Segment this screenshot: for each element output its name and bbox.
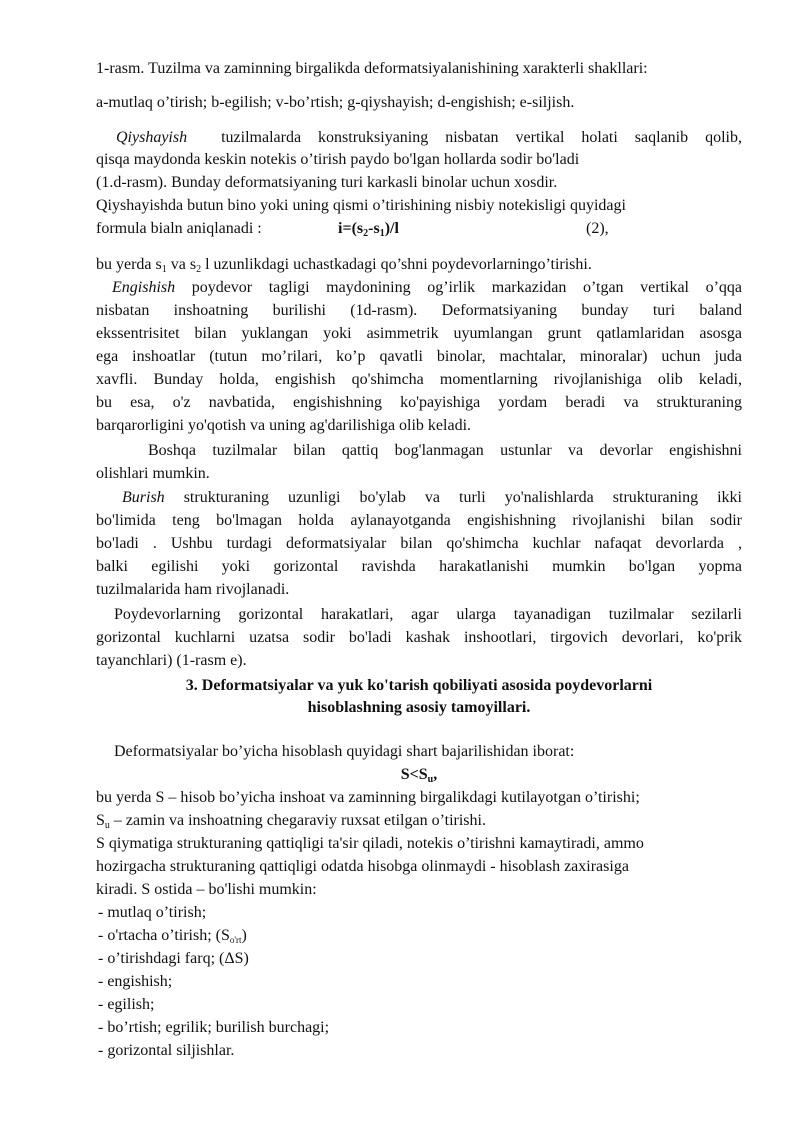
text: – zamin va inshoatning chegaraviy ruxsat etilgan o’tirishi. — [109, 812, 486, 829]
text: Boshqa tuzilmalar bilan qattiq bog'lanmagan ustunlar va devorlar engishishni — [148, 442, 742, 459]
formula-i — [338, 218, 399, 242]
list-item — [98, 925, 742, 948]
paragraph-hisoblash-line-3 — [96, 810, 742, 834]
formula-line — [96, 218, 742, 240]
formula-subscript: 2 — [363, 228, 369, 239]
paragraph-boshqa-line-1 — [96, 440, 742, 462]
formula-intro: formula bialn aniqlanadi : — [96, 220, 262, 237]
paragraph-burish-line-5: tuzilmalarida ham rivojlanadi. — [96, 581, 290, 598]
paragraph-engishish-line-5: xavfli. Bunday holda, engishish qo'shimcha momentlarning rivojlanishiga olib keladi, — [96, 371, 742, 388]
condition-part: , — [433, 766, 438, 783]
list-item: - bo’rtish; egrilik; burilish burchagi; — [98, 1019, 330, 1036]
text: strukturaning uzunligi bo'ylab va turli yo'nalishlarda strukturaning ikki — [183, 489, 742, 506]
condition-subscript: u — [427, 774, 434, 785]
section-heading-line-2: hisoblashning asosiy tamoyillari. — [307, 699, 531, 716]
term-qiyshayish: Qiyshayish — [116, 129, 188, 146]
figure-caption-line-1: 1-rasm. Tuzilma va zaminning birgalikda deformatsiyalanishining xarakterli shakllari: — [96, 60, 648, 77]
list-item: - o’tirishdagi farq; (ΔS) — [98, 950, 249, 967]
paragraph-burish-line-2: bo'limida teng bo'lmagan holda aylanayotganda engishishning rivojlanishi bilan sodir — [96, 512, 742, 529]
paragraph-gorizontal-line-2: gorizontal kuchlarni uzatsa sodir bo'ladi kashak inshootlari, tirgovich devorlari, ko'prik — [96, 629, 742, 646]
text: S — [96, 812, 105, 829]
term-burish: Burish — [122, 489, 165, 506]
subscript: 2 — [196, 264, 202, 275]
paragraph-engishish-line-7: barqarorligini yo'qotish va uning ag'darilishiga olib keladi. — [96, 417, 472, 434]
paragraph-burish-line-1 — [96, 487, 742, 509]
paragraph-hisoblash-line-2: bu yerda S – hisob bo’yicha inshoat va zaminning birgalikdagi kutilayotgan o’tirishi; — [96, 789, 640, 806]
formula-subscript: 1 — [379, 228, 385, 239]
text: poydevor tagligi maydonining og’irlik markazidan o’tgan vertikal o’qqa — [191, 279, 742, 296]
section-heading-line-1: 3. Deformatsiyalar va yuk ko'tarish qobiliyati asosida poydevorlarni — [185, 677, 653, 694]
text: tuzilmalarda konstruksiyaning nisbatan vertikal holati saqlanib qolib, — [221, 129, 742, 146]
text: ) — [241, 927, 247, 944]
paragraph-engishish-line-1 — [96, 277, 742, 299]
equation-number: (2), — [586, 220, 609, 237]
condition-formula — [96, 764, 742, 788]
paragraph-engishish-line-2: nisbatan inshoatning burilishi (1d-rasm). Deformatsiyaning bunday turi baland — [96, 302, 742, 319]
paragraph-qiyshayish-line-4: Qiyshayishda butun bino yoki uning qismi o’tirishining nisbiy notekisligi quyidagi — [96, 197, 626, 214]
list-item: - mutlaq o’tirish; — [98, 904, 207, 921]
paragraph-engishish-line-3: ekssentrisitet bilan yuklangan yoki asimmetrik uyumlangan grunt qatlamlaridan asosga — [96, 325, 742, 342]
text: Poydevorlarning gorizontal harakatlari, agar ularga tayanadigan tuzilmalar sezilarli — [114, 606, 742, 623]
paragraph-hisoblash-line-1 — [96, 741, 742, 763]
paragraph-qiyshayish-line-2: qisqa maydonda keskin notekis o’tirish paydo bo'lgan hollarda sodir bo'ladi — [96, 151, 580, 168]
text: Deformatsiyalar bo’yicha hisoblash quyidagi shart bajarilishidan iborat: — [114, 743, 575, 760]
paragraph-hisoblash-line-4: S qiymatiga strukturaning qattiqligi ta'sir qiladi, notekis o’tirishni kamaytiradi, ammo — [96, 835, 644, 852]
text: - o'rtacha o’tirish; (S — [98, 927, 230, 944]
paragraph-engishish-line-6: bu esa, o'z navbatida, engishishning ko'payishiga yordam beradi va strukturaning — [96, 394, 742, 411]
text: va s — [166, 256, 197, 273]
paragraph-gorizontal-line-3: tayanchlari) (1-rasm e). — [96, 652, 247, 669]
paragraph-boshqa-line-2: olishlari mumkin. — [96, 465, 210, 482]
formula-part: i=(s — [338, 220, 364, 237]
paragraph-hisoblash-line-5: hozirgacha strukturaning qattiqligi odatda hisobga olinmaydi - hisoblash zaxirasiga — [96, 858, 629, 875]
formula-explanation — [96, 254, 742, 278]
condition-part: S<S — [400, 766, 428, 783]
subscript: o'rt — [229, 935, 242, 945]
text: l uzunlikdagi uchastkadagi qo’shni poydevorlarningo’tirishi. — [201, 256, 592, 273]
subscript: 1 — [161, 264, 167, 275]
paragraph-qiyshayish-line-1 — [96, 127, 742, 149]
list-item: - egilish; — [98, 996, 155, 1013]
figure-caption-line-2: a-mutlaq o’tirish; b-egilish; v-bo’rtish; g-qiyshayish; d-engishish; e-siljish. — [96, 94, 575, 111]
formula-part: -s — [368, 220, 380, 237]
paragraph-hisoblash-line-6: kiradi. S ostida – bo'lishi mumkin: — [96, 881, 317, 898]
list-item: - gorizontal siljishlar. — [98, 1042, 235, 1059]
subscript: u — [104, 820, 110, 831]
paragraph-gorizontal-line-1 — [96, 604, 742, 626]
text: bu yerda s — [96, 256, 162, 273]
paragraph-burish-line-4: balki egilishi yoki gorizontal ravishda harakatlanishi mumkin bo'lgan yopma — [96, 558, 742, 575]
term-engishish: Engishish — [112, 279, 176, 296]
paragraph-qiyshayish-line-3: (1.d-rasm). Bunday deformatsiyaning turi karkasli binolar uchun xosdir. — [96, 174, 558, 191]
formula-part: )/l — [384, 220, 399, 237]
paragraph-engishish-line-4: ega inshoatlar (tutun mo’rilari, ko’p qavatli binolar, machtalar, minoralar) uchun juda — [96, 348, 742, 365]
paragraph-burish-line-3: bo'ladi . Ushbu turdagi deformatsiyalar bilan qo'shimcha kuchlar nafaqat devorlarda , — [96, 535, 742, 552]
list-item: - engishish; — [98, 973, 173, 990]
